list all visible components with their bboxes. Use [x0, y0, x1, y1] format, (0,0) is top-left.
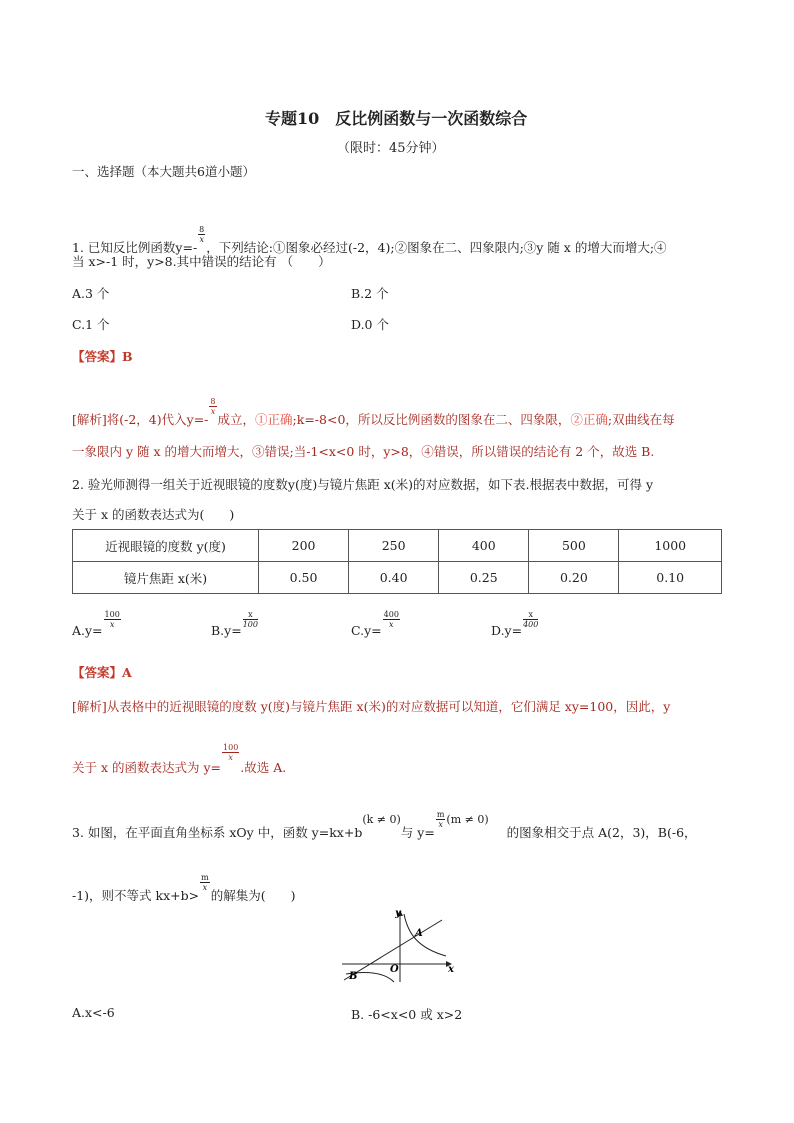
point-b-label: B [349, 971, 358, 982]
origin-label: O [390, 964, 399, 975]
q2-table [72, 529, 722, 594]
table-cell: 0.10 [619, 562, 722, 594]
q1-answer: 【答案】B [72, 349, 133, 364]
q3-line2: -1)，则不等式 kx+b> $\frac{m}{x}$ 的解集为( ) [72, 873, 296, 903]
q1-analysis-line1: [解析]将(-2，4)代入y=- $\frac{8}{x}$ 成立，①正确;k=-8<0，所以反比例函数的图象在二、四象限，②正确;双曲线在每 [72, 397, 675, 427]
q3-option-a: A.x<-6 [72, 1005, 115, 1020]
y-axis-label: y [395, 908, 401, 919]
q2-analysis-line1: [解析]从表格中的近视眼镜的度数 y(度)与镜片焦距 x(米)的对应数据可以知道，它们满足 xy=100，因此，y [72, 699, 671, 714]
q3-graph [338, 906, 460, 984]
q2-line1: 2. 验光师测得一组关于近视眼镜的度数y(度)与镜片焦距 x(米)的对应数据，如下表.根据表中数据，可得 y [72, 477, 654, 492]
table-cell: 0.20 [529, 562, 619, 594]
q1-option-a: A.3 个 [72, 286, 110, 301]
q1-option-b: B.2 个 [351, 286, 389, 301]
q2-option-a: A.y= $\frac{100}{x}$ [72, 610, 120, 638]
table-cell: 0.50 [259, 562, 349, 594]
q2-answer: 【答案】A [72, 665, 132, 680]
q1-line1: 1. 已知反比例函数y=- $\frac{8}{x}$ ，下列结论:①图象必经过(-2，4);②图象在二、四象限内;③y 随 x 的增大而增大;④ [72, 225, 667, 255]
table-cell: 400 [439, 530, 529, 562]
section-heading: 一、选择题（本大题共6道小题） [72, 164, 255, 179]
table-cell: 0.25 [439, 562, 529, 594]
point-a-label: A [415, 928, 423, 939]
x-axis-label: x [448, 964, 454, 975]
q2-option-b: B.y= $\frac{x}{100}$ [211, 610, 258, 638]
q2-option-d: D.y= $\frac{x}{400}$ [491, 610, 539, 638]
q1-analysis-line2: 一象限内 y 随 x 的增大而增大，③错误;当-1<x<0 时，y>8，④错误，所以错误的结论有 2 个，故选 B. [72, 444, 655, 459]
q1-line2: 当 x>-1 时，y>8.其中错误的结论有 （ ） [72, 254, 331, 269]
table-row-label: 镜片焦距 x(米) [73, 562, 259, 594]
table-cell: 1000 [619, 530, 722, 562]
q1-option-c: C.1 个 [72, 317, 110, 332]
table-cell: 0.40 [349, 562, 439, 594]
q1-option-d: D.0 个 [351, 317, 389, 332]
table-row-label: 近视眼镜的度数 y(度) [73, 530, 259, 562]
q2-option-c: C.y= $\frac{400}{x}$ [351, 610, 399, 638]
table-cell: 500 [529, 530, 619, 562]
table-cell: 250 [349, 530, 439, 562]
table-row [73, 562, 722, 594]
time-limit: （限时：45分钟） [337, 141, 445, 156]
table-row [73, 530, 722, 562]
q3-option-b: B. -6<x<0 或 x>2 [351, 1007, 463, 1022]
q2-line2: 关于 x 的函数表达式为( ) [72, 507, 235, 522]
q2-analysis-line2: 关于 x 的函数表达式为 y= $\frac{100}{x}$ .故选 A. [72, 743, 287, 775]
q3-line1: 3. 如图，在平面直角坐标系 xOy 中，函数 y=kx+b(k ≠ 0)与 y= $\frac{m}{x}$ (m ≠ 0)的图象相交于点 A(2，3)，B(-6， [72, 810, 697, 840]
table-cell: 200 [259, 530, 349, 562]
page-title: 专题10 反比例函数与一次函数综合 [265, 109, 528, 128]
hyperbola-branch-1 [404, 914, 446, 956]
